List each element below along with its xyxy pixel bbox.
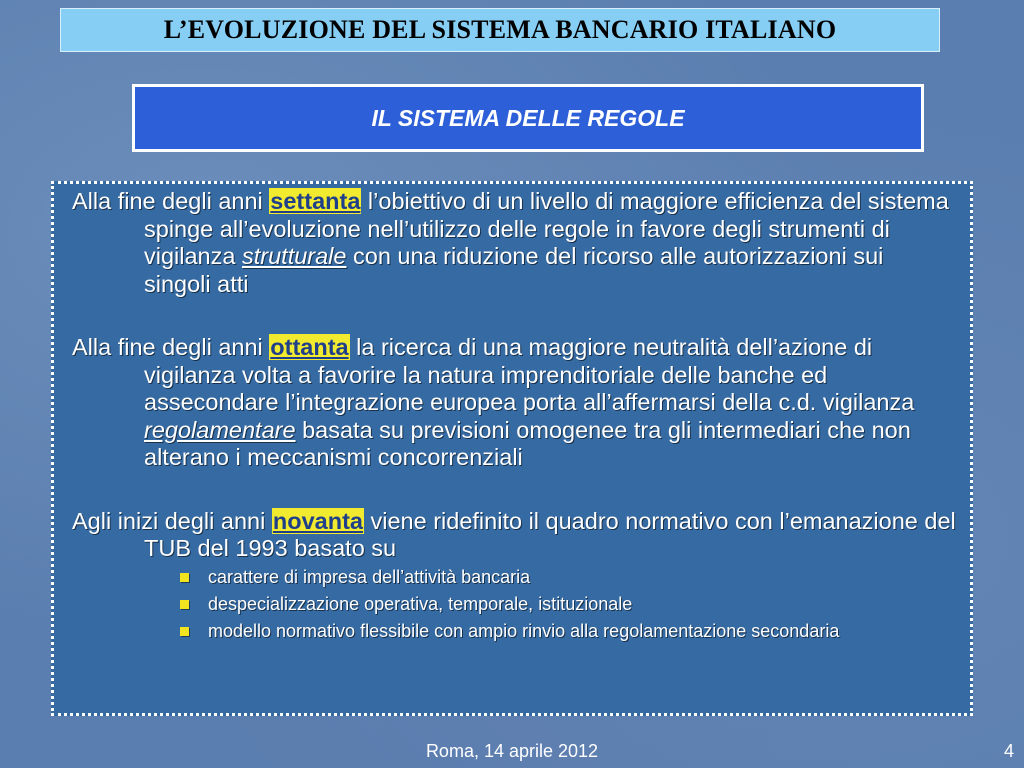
bullet-text: carattere di impresa dell’attività bancaria xyxy=(208,566,531,587)
bullet-text: modello normativo flessibile con ampio rinvio alla regolamentazione secondaria xyxy=(208,620,840,641)
emphasis-regolamentare: regolamentare xyxy=(144,416,296,443)
paragraph-lead: Alla fine degli anni xyxy=(72,334,270,360)
content-panel xyxy=(51,181,973,716)
square-bullet-icon xyxy=(180,627,189,636)
paragraph-text: basata su previsioni omogenee tra gli intermediari che non alterano i meccanismi concorrenziali xyxy=(144,416,911,470)
title-bar xyxy=(60,8,940,52)
subtitle-box xyxy=(132,84,924,152)
bullet-item xyxy=(176,621,956,642)
bullet-item xyxy=(176,567,956,588)
paragraph-settanta xyxy=(72,188,956,298)
square-bullet-icon xyxy=(180,573,189,582)
paragraph-novanta xyxy=(72,508,956,563)
paragraph-text: la ricerca di una maggiore neutralità dell’azione di vigilanza volta a favorire la natura imprenditoriale delle banche ed assecondare l’integrazione europea porta all’affermarsi della c.d. vigilanza xyxy=(144,334,915,415)
highlight-ottanta: ottanta xyxy=(270,334,349,360)
page-number: 4 xyxy=(1003,741,1014,761)
paragraph-lead: Alla fine degli anni xyxy=(72,188,270,214)
paragraph-lead: Agli inizi degli anni xyxy=(72,507,272,534)
highlight-settanta: settanta xyxy=(270,188,361,214)
emphasis-strutturale: strutturale xyxy=(241,243,347,269)
paragraph-text: viene ridefinito il quadro normativo con l’emanazione del TUB del 1993 basato su xyxy=(144,507,956,561)
bullet-list xyxy=(72,567,956,642)
footer-date: Roma, 14 aprile 2012 xyxy=(425,741,599,761)
paragraph-ottanta xyxy=(72,334,956,472)
slide-subtitle: IL SISTEMA DELLE REGOLE xyxy=(371,104,685,131)
paragraph-text: l’obiettivo di un livello di maggiore efficienza del sistema spinge all’evoluzione nell’utilizzo delle regole in favore degli strumenti di vigilanza xyxy=(144,188,949,269)
bullet-text: despecializzazione operativa, temporale, istituzionale xyxy=(208,593,633,614)
highlight-novanta: novanta xyxy=(272,507,363,534)
bullet-item xyxy=(176,594,956,615)
square-bullet-icon xyxy=(180,600,189,609)
slide-title: L’EVOLUZIONE DEL SISTEMA BANCARIO ITALIANO xyxy=(163,15,837,44)
paragraph-text: con una riduzione del ricorso alle autorizzazioni sui singoli atti xyxy=(144,243,884,297)
